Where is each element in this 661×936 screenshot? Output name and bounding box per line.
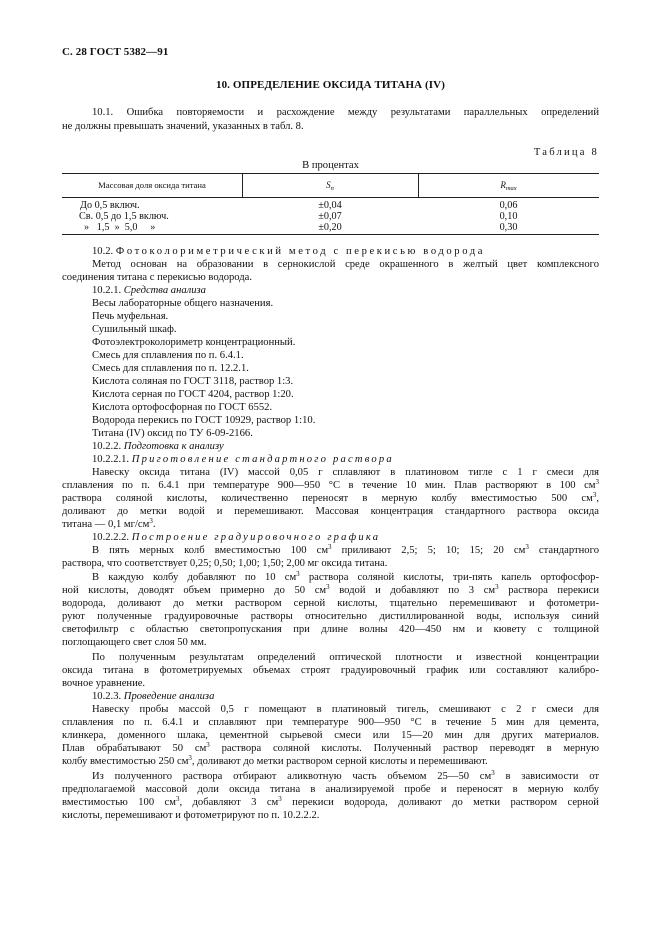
paragraph-10-2-line-1: Метод основан на образовании в сернокислой среде окрашенного в желтый цвет комплексного xyxy=(92,259,599,270)
paragraph-10-2-2-2-b-line-3: водорода, доливают до метки раствором серной кислоты, тщательно перемешивают и фотометри- xyxy=(62,598,599,609)
table-header-r: $R_{max}$ xyxy=(500,180,517,192)
list-item: Смесь для сплавления по п. 6.4.1. xyxy=(92,350,244,361)
list-item: Кислота серная по ГОСТ 4204, раствор 1:20. xyxy=(92,389,294,400)
list-item: Фотоэлектроколориметр концентрационный. xyxy=(92,337,296,348)
list-item: Титана (IV) оксид по ТУ 6-09-2166. xyxy=(92,428,253,439)
paragraph-10-2-3-b-line-1: Из полученного раствора отбирают аликвотную часть объемом 25—50 $см^3$ в зависимости от xyxy=(92,769,600,782)
paragraph-10-2-3-b-line-2: предполагаемой массовой доли оксида титана в анализируемой пробе и переносят в мерную колбу xyxy=(62,784,599,795)
table-cell-r: 0,10 xyxy=(499,211,518,222)
table-cell-range: Св. 0,5 до 1,5 включ. xyxy=(79,211,169,222)
table-header-mass-fraction: Массовая доля оксида титана xyxy=(98,180,206,190)
table-cell-s: ±0,07 xyxy=(318,211,342,222)
list-item: Печь муфельная. xyxy=(92,311,169,322)
section-title: 10. ОПРЕДЕЛЕНИЕ ОКСИДА ТИТАНА (IV) xyxy=(215,79,445,91)
table-cell-s: ±0,20 xyxy=(318,222,342,233)
table-cell-r: 0,06 xyxy=(499,200,518,211)
heading-10-2-1: 10.2.1. Средства анализа xyxy=(92,285,206,296)
paragraph-10-2-3-b-line-4: кислоты, перемешивают и фотометрируют по п. 10.2.2.2. xyxy=(62,810,320,821)
paragraph-10-2-2-1-line-3: раствора соляной кислоты, количественно переносят в мерную колбу вместимостью 500 $см^3$, xyxy=(62,491,599,504)
paragraph-10-2-2-2-b-line-1: В каждую колбу добавляют по 10 $см^3$ раствора соляной кислоты, три-пять капель ортофосфор- xyxy=(92,570,599,583)
paragraph-10-2-3-a-line-4: Плав обрабатывают 50 $см^3$ раствора соляной кислоты. Полученный раствор переводят в мерную xyxy=(62,741,599,754)
paragraph-10-2-2-1-line-1: Навеску оксида титана (IV) массой 0,05 г сплавляют в платиновом тигле с 1 г смеси для xyxy=(92,467,599,478)
table-units: В процентах xyxy=(302,160,359,171)
table-8 xyxy=(62,173,599,235)
paragraph-10-2-2-2-c-line-2: оксида титана в фотометрируемых объемах строят градуировочный график или составляют калибро- xyxy=(62,665,599,676)
list-item: Весы лабораторные общего назначения. xyxy=(92,298,274,309)
paragraph-10-2-3-a-line-5: колбу вместимостью 250 $см^3$, доливают до метки раствором серной кислоты и перемешивают. xyxy=(62,754,488,767)
table-label: Таблица 8 xyxy=(533,147,599,158)
table-bottom-rule xyxy=(62,234,599,235)
paragraph-10-2-3-a-line-2: сплавления по п. 6.4.1 и сплавляют при температуре 900—950 °С в течение 5 мин для цемента, xyxy=(62,717,599,728)
table-header-rule xyxy=(62,197,599,198)
paragraph-10-1-line-2: не должны превышать значений, указанных в табл. 8. xyxy=(62,121,304,132)
table-cell-r: 0,30 xyxy=(499,222,518,233)
paragraph-10-2-2-2-a-line-1: В пять мерных колб вместимостью 100 $см^3$ приливают 2,5; 5; 10; 15; 20 $см^3$ стандартного xyxy=(92,543,599,556)
table-top-rule xyxy=(62,173,599,174)
list-item: Смесь для сплавления по п. 12.2.1. xyxy=(92,363,249,374)
list-item: Сушильный шкаф. xyxy=(92,324,177,335)
paragraph-10-2-2-1-line-5: титана — 0,1 $мг/см^3$. xyxy=(62,517,156,530)
paragraph-10-2-2-2-b-line-6: поглощающего свет слоя 50 мм. xyxy=(62,637,207,648)
table-cell-range: До 0,5 включ. xyxy=(80,200,140,211)
page-header: С. 28 ГОСТ 5382—91 xyxy=(62,46,169,58)
heading-10-2-3: 10.2.3. Проведение анализа xyxy=(92,691,215,702)
heading-10-2-2-2: 10.2.2.2. Построение градуировочного графика xyxy=(92,532,381,543)
list-item: Водорода перекись по ГОСТ 10929, раствор 1:10. xyxy=(92,415,316,426)
heading-10-2-2: 10.2.2. Подготовка к анализу xyxy=(92,441,224,452)
heading-10-2: 10.2. Фотоколориметрический метод с перекисью водорода xyxy=(92,246,486,257)
paragraph-10-2-2-2-b-line-4: руют полученные градуировочные растворы относительно дистиллированной воды, используя синий xyxy=(62,611,599,622)
paragraph-10-2-2-2-c-line-3: вочное уравнение. xyxy=(62,678,146,689)
paragraph-10-2-2-2-a-line-2: раствора, что соответствует 0,25; 0,50; 1,00; 1,50; 2,00 мг оксида титана. xyxy=(62,558,388,569)
paragraph-10-2-3-a-line-1: Навеску пробы массой 0,5 г помещают в платиновый тигель, смешивают с 2 г смеси для xyxy=(92,704,599,715)
list-item: Кислота соляная по ГОСТ 3118, раствор 1:3. xyxy=(92,376,294,387)
table-cell-range: » 1,5 » 5,0 » xyxy=(84,222,156,233)
paragraph-10-2-3-b-line-3: вместимостью 100 $см^3$, добавляют 3 $см^3$ перекиси водорода, доливают до метки раствором серной xyxy=(62,795,599,808)
paragraph-10-2-2-1-line-2: сплавления по п. 6.4.1 при температуре 900—950 °С в течение 10 мин. Плав растворяют в 100 $см^3$ xyxy=(62,478,599,491)
paragraph-10-2-2-1-line-4: доливают до метки водой и перемешивают. Массовая концентрация стандартного раствора оксида xyxy=(62,506,599,517)
list-item: Кислота ортофосфорная по ГОСТ 6552. xyxy=(92,402,273,413)
paragraph-10-2-2-2-b-line-2: ной кислоты, доводят объем примерно до 50 $см^3$ водой и добавляют по 3 $см^3$ раствора перекиси xyxy=(62,583,599,596)
table-header-s: $S_п$ xyxy=(326,180,334,192)
paragraph-10-2-line-2: соединения титана с перекисью водорода. xyxy=(62,272,253,283)
table-cell-s: ±0,04 xyxy=(318,200,342,211)
heading-10-2-2-1: 10.2.2.1. Приготовление стандартного раствора xyxy=(92,454,394,465)
paragraph-10-1-line-1: 10.1. Ошибка повторяемости и расхождение между результатами параллельных определений xyxy=(92,107,599,118)
paragraph-10-2-2-2-b-line-5: светофильтр с областью светопропускания при длине волны 420—450 нм и кювету с толщиной xyxy=(62,624,599,635)
paragraph-10-2-3-a-line-3: клинкера, доменного шлака, цементной сырьевой смеси или 15—20 мин для других материалов. xyxy=(62,730,599,741)
paragraph-10-2-2-2-c-line-1: По полученным результатам определений оптической плотности и известной концентрации xyxy=(92,652,599,663)
